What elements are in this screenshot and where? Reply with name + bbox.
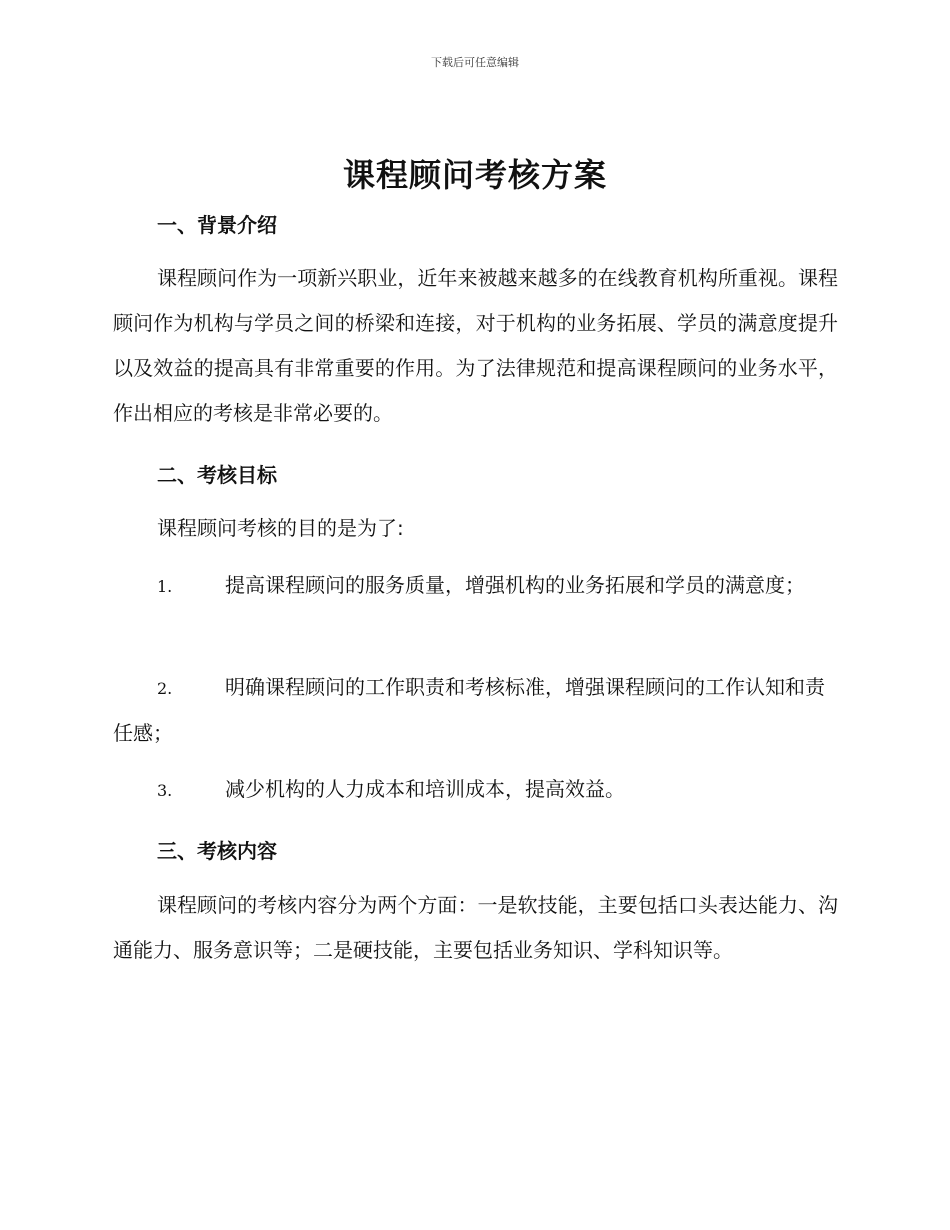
header-note: 下载后可任意编辑 (431, 56, 519, 69)
list-number: 2. (157, 679, 173, 698)
background-paragraph: 课程顾问作为一项新兴职业，近年来被越来越多的在线教育机构所重视。课程顾问作为机构与学员之间的桥梁和连接，对于机构的业务拓展、学员的满意度提升以及效益的提高具有非常重要的作用。为了法律规范和提高课程顾问的业务水平，作出相应的考核是非常必要的。 (113, 266, 838, 425)
section-heading-background: 一、背景介绍 (157, 213, 277, 237)
list-text: 提高课程顾问的服务质量，增强机构的业务拓展和学员的满意度； (225, 573, 805, 597)
list-item (113, 767, 838, 813)
section-heading-content: 三、考核内容 (157, 839, 277, 863)
list-item (113, 665, 838, 756)
document-title: 课程顾问考核方案 (342, 156, 607, 194)
list-item (113, 563, 838, 609)
list-number: 1. (157, 577, 173, 596)
list-text: 明确课程顾问的工作职责和考核标准，增强课程顾问的工作认知和责任感； (113, 675, 825, 745)
list-number: 3. (157, 781, 173, 800)
goals-intro: 课程顾问考核的目的是为了: (157, 516, 404, 540)
section-heading-goals: 二、考核目标 (157, 463, 277, 487)
list-text: 减少机构的人力成本和培训成本，提高效益。 (225, 777, 625, 801)
content-paragraph: 课程顾问的考核内容分为两个方面：一是软技能，主要包括口头表达能力、沟通能力、服务意识等；二是硬技能，主要包括业务知识、学科知识等。 (113, 893, 838, 962)
